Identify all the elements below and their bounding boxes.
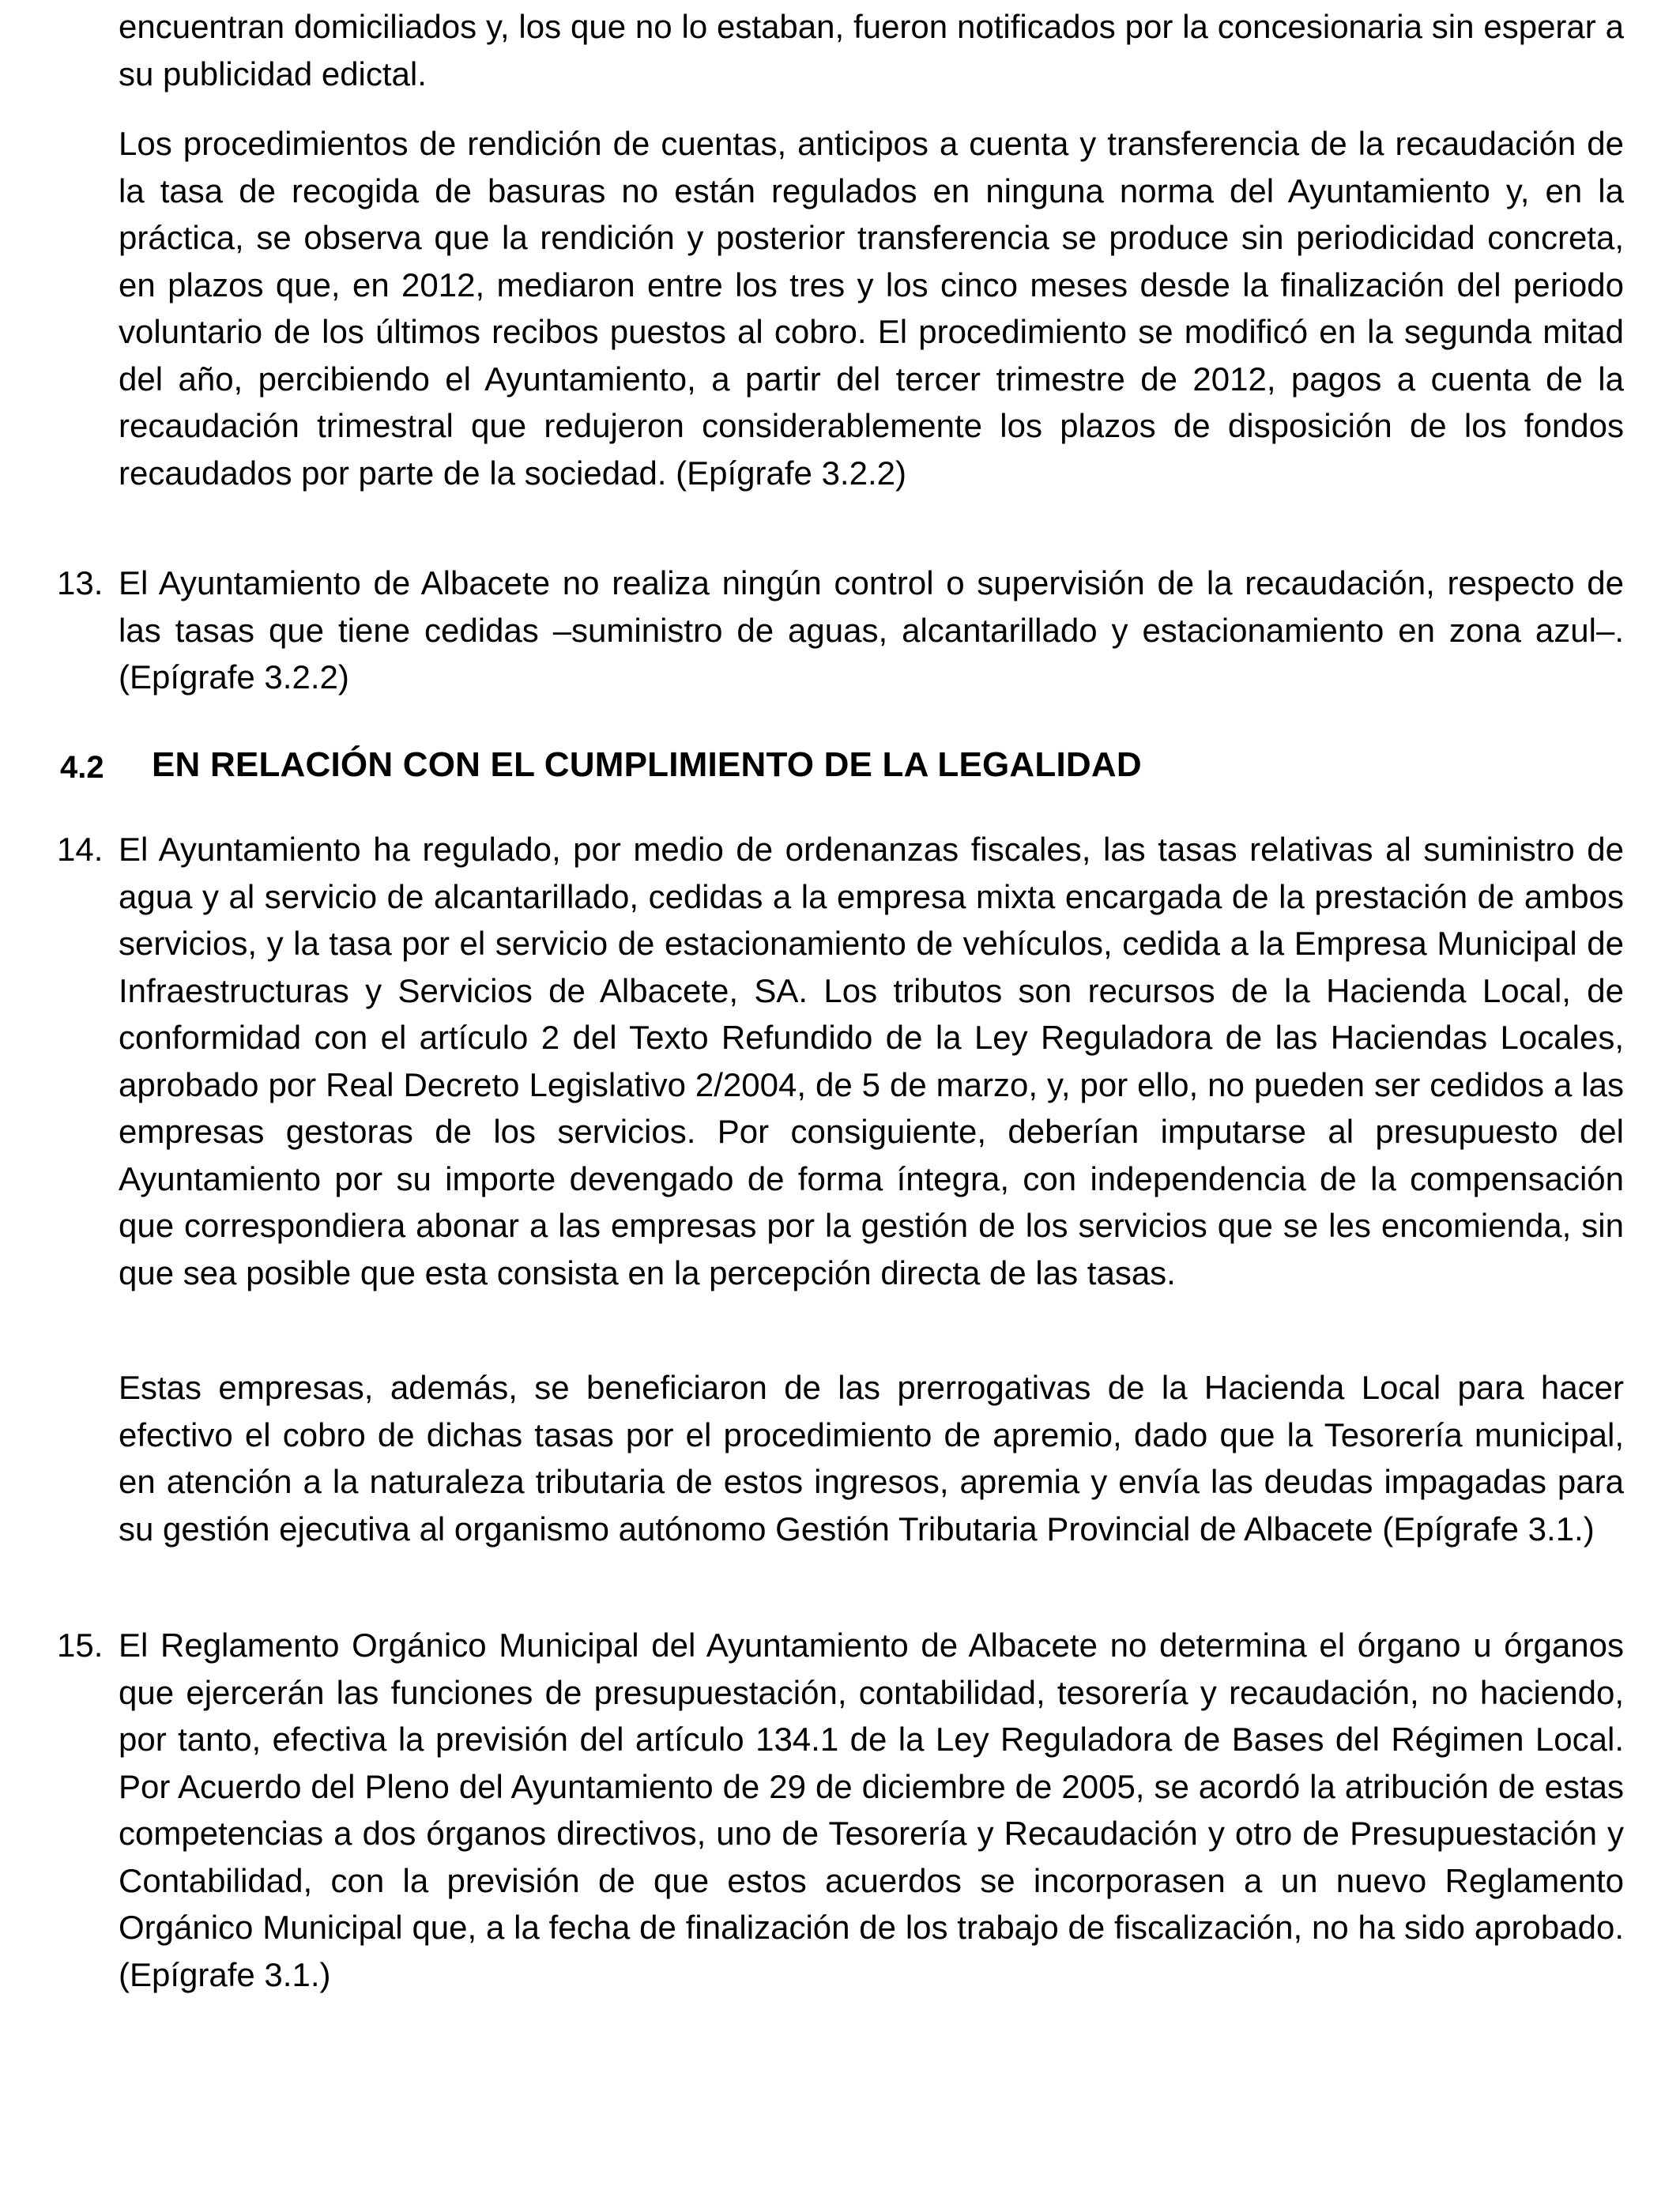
section-number: 4.2 (60, 750, 104, 785)
item-15-number: 15. (57, 1627, 104, 1664)
item-14-number: 14. (57, 831, 104, 868)
item-13-text: El Ayuntamiento de Albacete no realiza ningún control o supervisión de la recaudación, respecto de las tasas que tiene cedidas –suministro de aguas, alcantarillado y estacionamiento en zona azul–. (Epígrafe 3.2.2) (119, 564, 1624, 696)
item-15-text: El Reglamento Orgánico Municipal del Ayuntamiento de Albacete no determina el órgano u órganos que ejercerán las funciones de presupuestación, contabilidad, tesorería y recaudación, no haciendo, por tanto, efectiva la previsión del artículo 134.1 de la Ley Reguladora de Bases del Régimen Local. Por Acuerdo del Pleno del Ayuntamiento de 29 de diciembre de 2005, se acordó la atribución de estas competencias a dos órganos directivos, uno de Tesorería y Recaudación y otro de Presupuestación y Contabilidad, con la previsión de que estos acuerdos se incorporasen a un nuevo Reglamento Orgánico Municipal que, a la fecha de finalización de los trabajo de fiscalización, no ha sido aprobado. (Epígrafe 3.1.) (119, 1627, 1624, 1993)
item-14-continuation: Estas empresas, además, se beneficiaron de las prerrogativas de la Hacienda Local para hacer efectivo el cobro de dichas tasas por el procedimiento de apremio, dado que la Tesorería municipal, en atención a la naturaleza tributaria de estos ingresos, apremia y envía las deudas impagadas para su gestión ejecutiva al organismo autónomo Gestión Tributaria Provincial de Albacete (Epígrafe 3.1.) (119, 1369, 1624, 1547)
item-14-text: El Ayuntamiento ha regulado, por medio de ordenanzas fiscales, las tasas relativas al suministro de agua y al servicio de alcantarillado, cedidas a la empresa mixta encargada de la prestación de ambos servicios, y la tasa por el servicio de estacionamiento de vehículos, cedida a la Empresa Municipal de Infraestructuras y Servicios de Albacete, SA. Los tributos son recursos de la Hacienda Local, de conformidad con el artículo 2 del Texto Refundido de la Ley Reguladora de las Haciendas Locales, aprobado por Real Decreto Legislativo 2/2004, de 5 de marzo, y, por ello, no pueden ser cedidos a las empresas gestoras de los servicios. Por consiguiente, deberían imputarse al presupuesto del Ayuntamiento por su importe devengado de forma íntegra, con independencia de la compensación que correspondiera abonar a las empresas por la gestión de los servicios que se les encomienda, sin que sea posible que esta consista en la percepción directa de las tasas. (119, 831, 1624, 1291)
rendicion-paragraph: Los procedimientos de rendición de cuentas, anticipos a cuenta y transferencia de la recaudación de la tasa de recogida de basuras no están regulados en ninguna norma del Ayuntamiento y, en la práctica, se observa que la rendición y posterior transferencia se produce sin periodicidad concreta, en plazos que, en 2012, mediaron entre los tres y los cinco meses desde la finalización del periodo voluntario de los últimos recibos puestos al cobro. El procedimiento se modificó en la segunda mitad del año, percibiendo el Ayuntamiento, a partir del tercer trimestre de 2012, pagos a cuenta de la recaudación trimestral que redujeron considerablemente los plazos de disposición de los fondos recaudados por parte de la sociedad. (Epígrafe 3.2.2) (119, 125, 1624, 492)
continuation-paragraph: encuentran domiciliados y, los que no lo estaban, fueron notificados por la concesionaria sin esperar a su publicidad edictal. (119, 8, 1624, 92)
item-13-number: 13. (57, 564, 104, 601)
section-title: EN RELACIÓN CON EL CUMPLIMIENTO DE LA LEGALIDAD (152, 745, 1142, 784)
